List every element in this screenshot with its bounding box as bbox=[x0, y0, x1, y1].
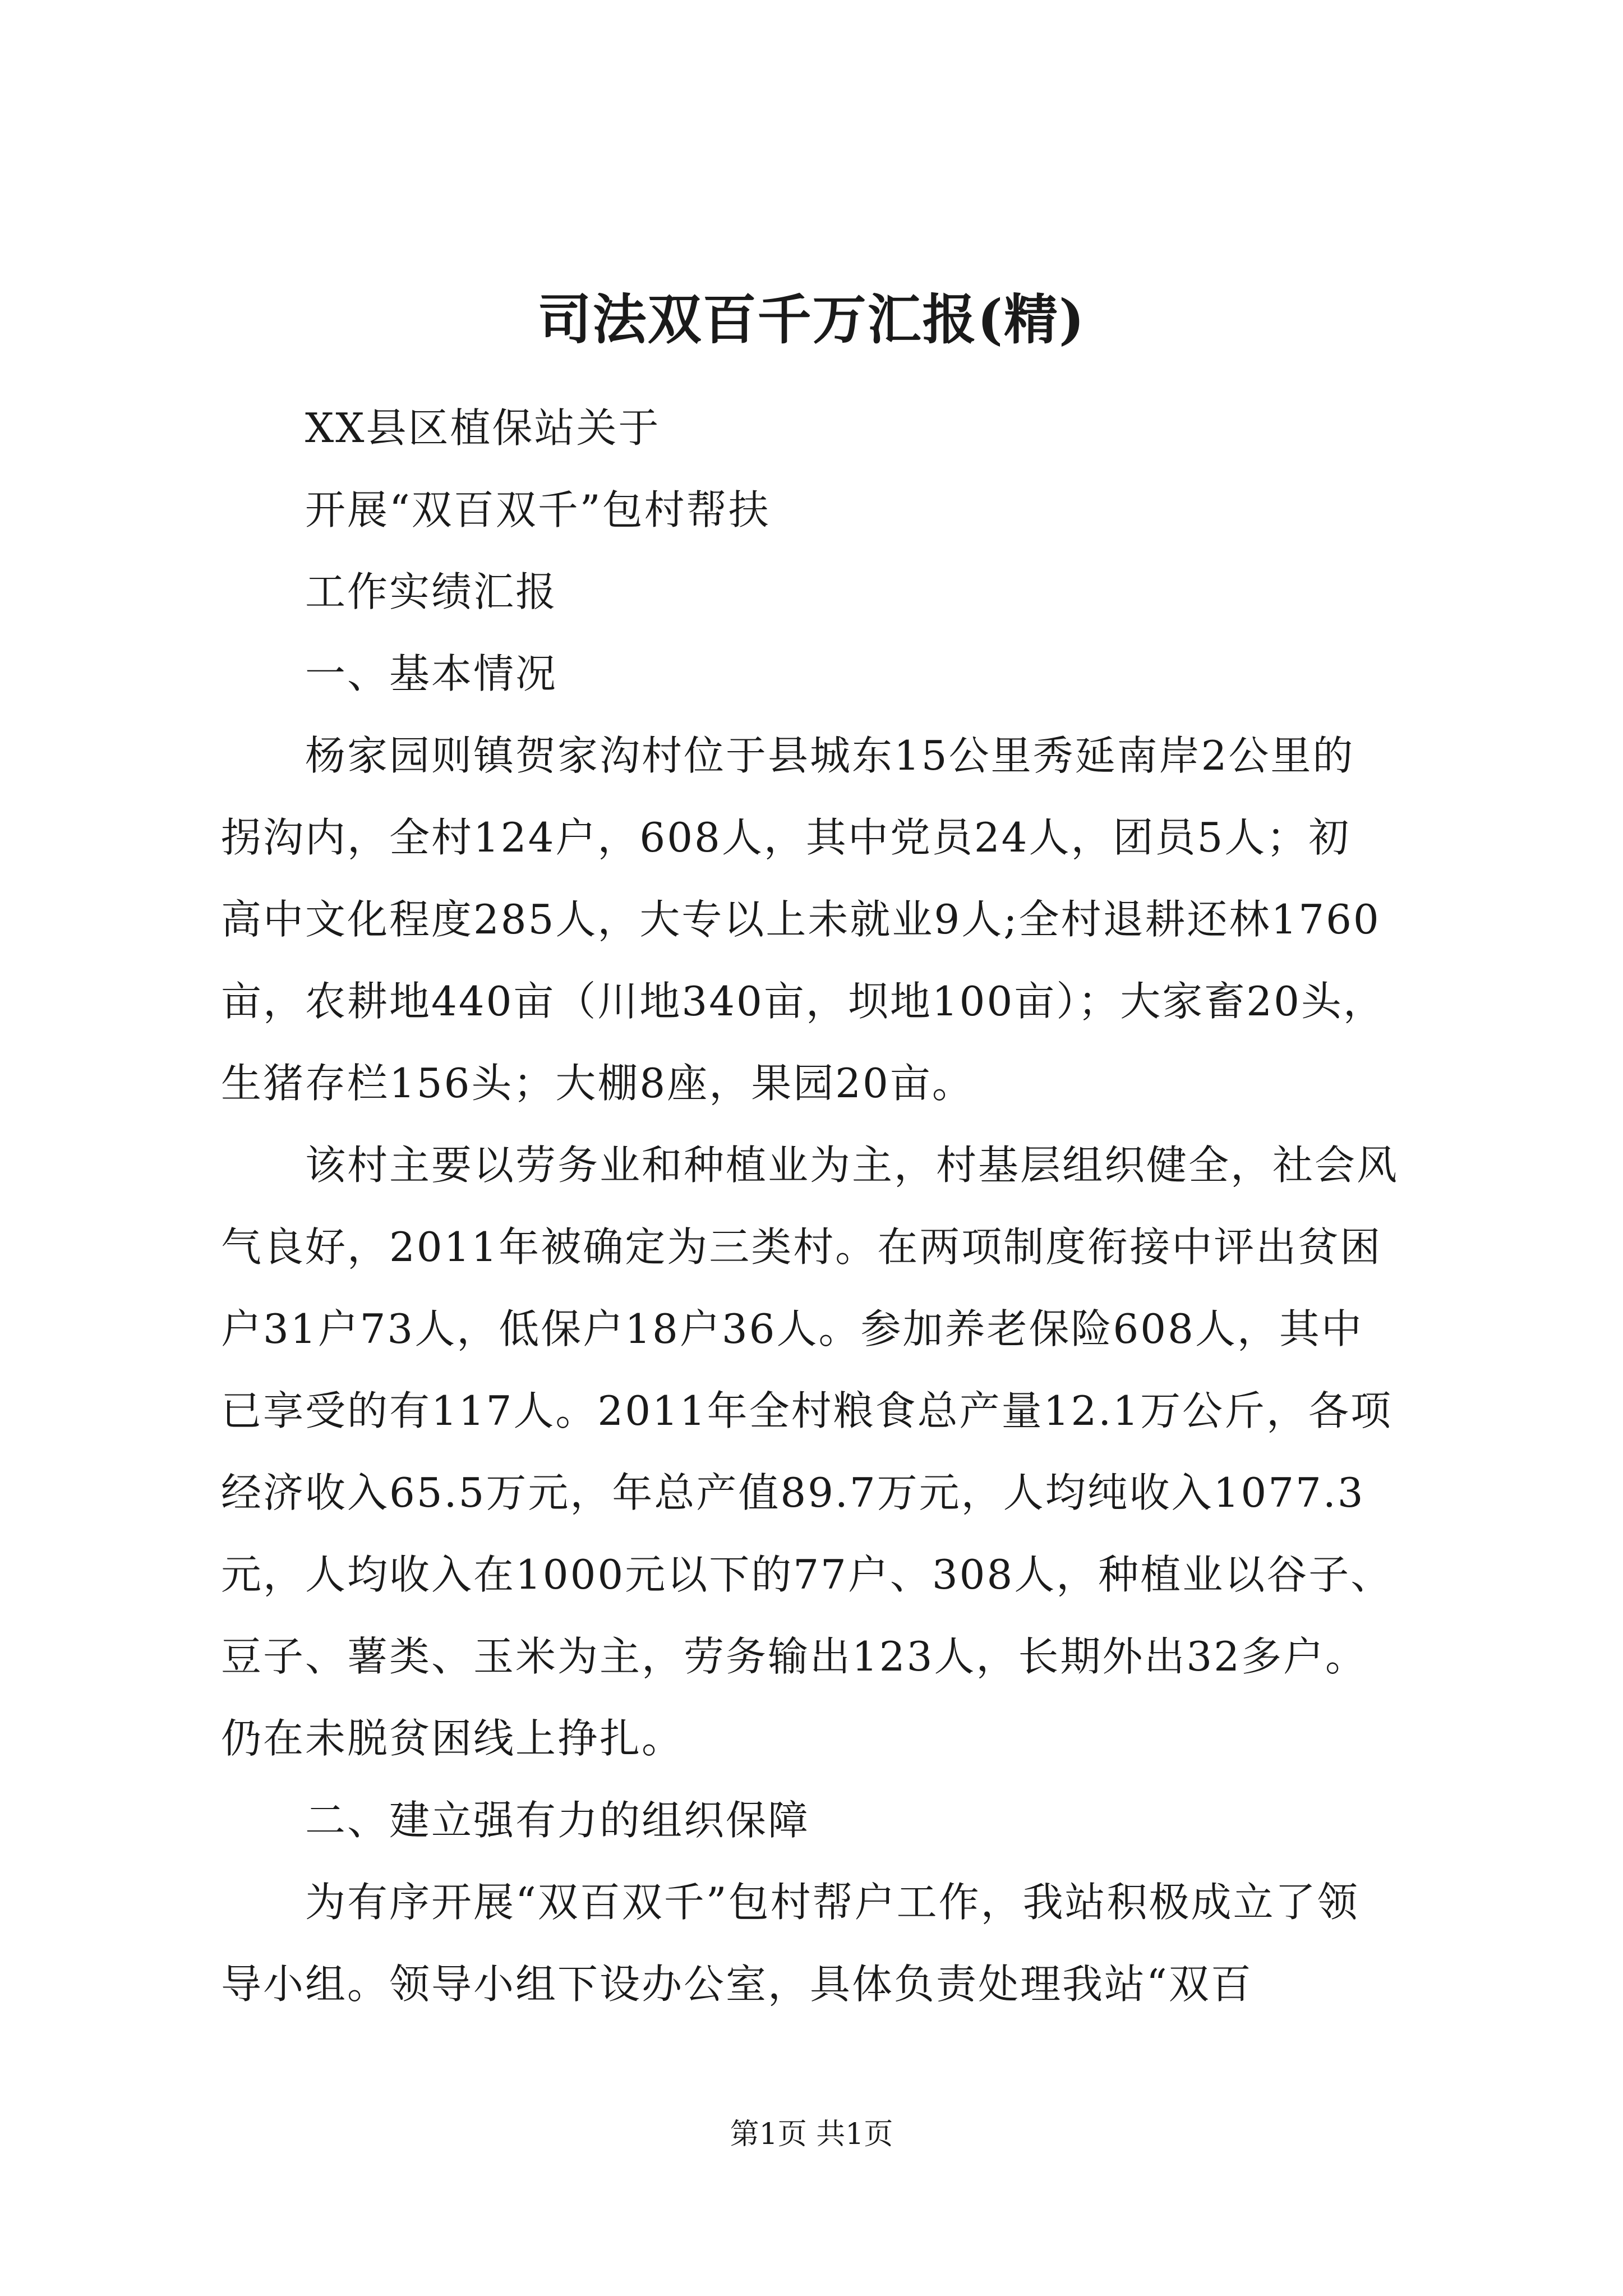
body-line: 工作实绩汇报 bbox=[305, 568, 558, 615]
body-line: 开展“双百双千”包村帮扶 bbox=[305, 486, 771, 533]
document-title: 司法双百千万汇报(精) bbox=[537, 288, 1086, 351]
body-line: 高中文化程度285人，大专以上未就业9人;全村退耕还林1760 bbox=[221, 896, 1381, 943]
body-line: 拐沟内，全村124户，608人，其中党员24人，团员5人；初 bbox=[221, 814, 1351, 861]
body-line: 已享受的有117人。2011年全村粮食总产量12.1万公斤，各项 bbox=[221, 1387, 1393, 1434]
body-line: 豆子、薯类、玉米为主，劳务输出123人，长期外出32多户。 bbox=[221, 1633, 1368, 1680]
section-heading: 二、建立强有力的组织保障 bbox=[305, 1797, 810, 1844]
body-line: XX县区植保站关于 bbox=[305, 404, 661, 452]
body-line: 气良好，2011年被确定为三类村。在两项制度衔接中评出贫困 bbox=[221, 1223, 1382, 1271]
body-line: 元，人均收入在1000元以下的77户、308人，种植业以谷子、 bbox=[221, 1551, 1393, 1598]
body-line: 为有序开展“双百双千”包村帮户工作，我站积极成立了领 bbox=[305, 1879, 1359, 1926]
body-line: 户31户73人，低保户18户36人。参加养老保险608人，其中 bbox=[221, 1305, 1363, 1352]
body-line: 仍在未脱贫困线上挣扎。 bbox=[221, 1715, 684, 1762]
section-heading: 一、基本情况 bbox=[305, 650, 558, 697]
document-body bbox=[221, 387, 1427, 2025]
body-line: 该村主要以劳务业和种植业为主，村基层组织健全，社会风 bbox=[305, 1142, 1399, 1189]
page-footer: 第1页 共1页 bbox=[730, 2118, 893, 2151]
body-line: 杨家园则镇贺家沟村位于县城东15公里秀延南岸2公里的 bbox=[305, 732, 1355, 779]
body-line: 生猪存栏156头；大棚8座，果园20亩。 bbox=[221, 1060, 974, 1107]
body-line: 导小组。领导小组下设办公室，具体负责处理我站“双百 bbox=[221, 1961, 1253, 2008]
body-line: 经济收入65.5万元，年总产值89.7万元，人均纯收入1077.3 bbox=[221, 1469, 1365, 1516]
body-line: 亩，农耕地440亩（川地340亩，坝地100亩）；大家畜20头， bbox=[221, 978, 1385, 1025]
